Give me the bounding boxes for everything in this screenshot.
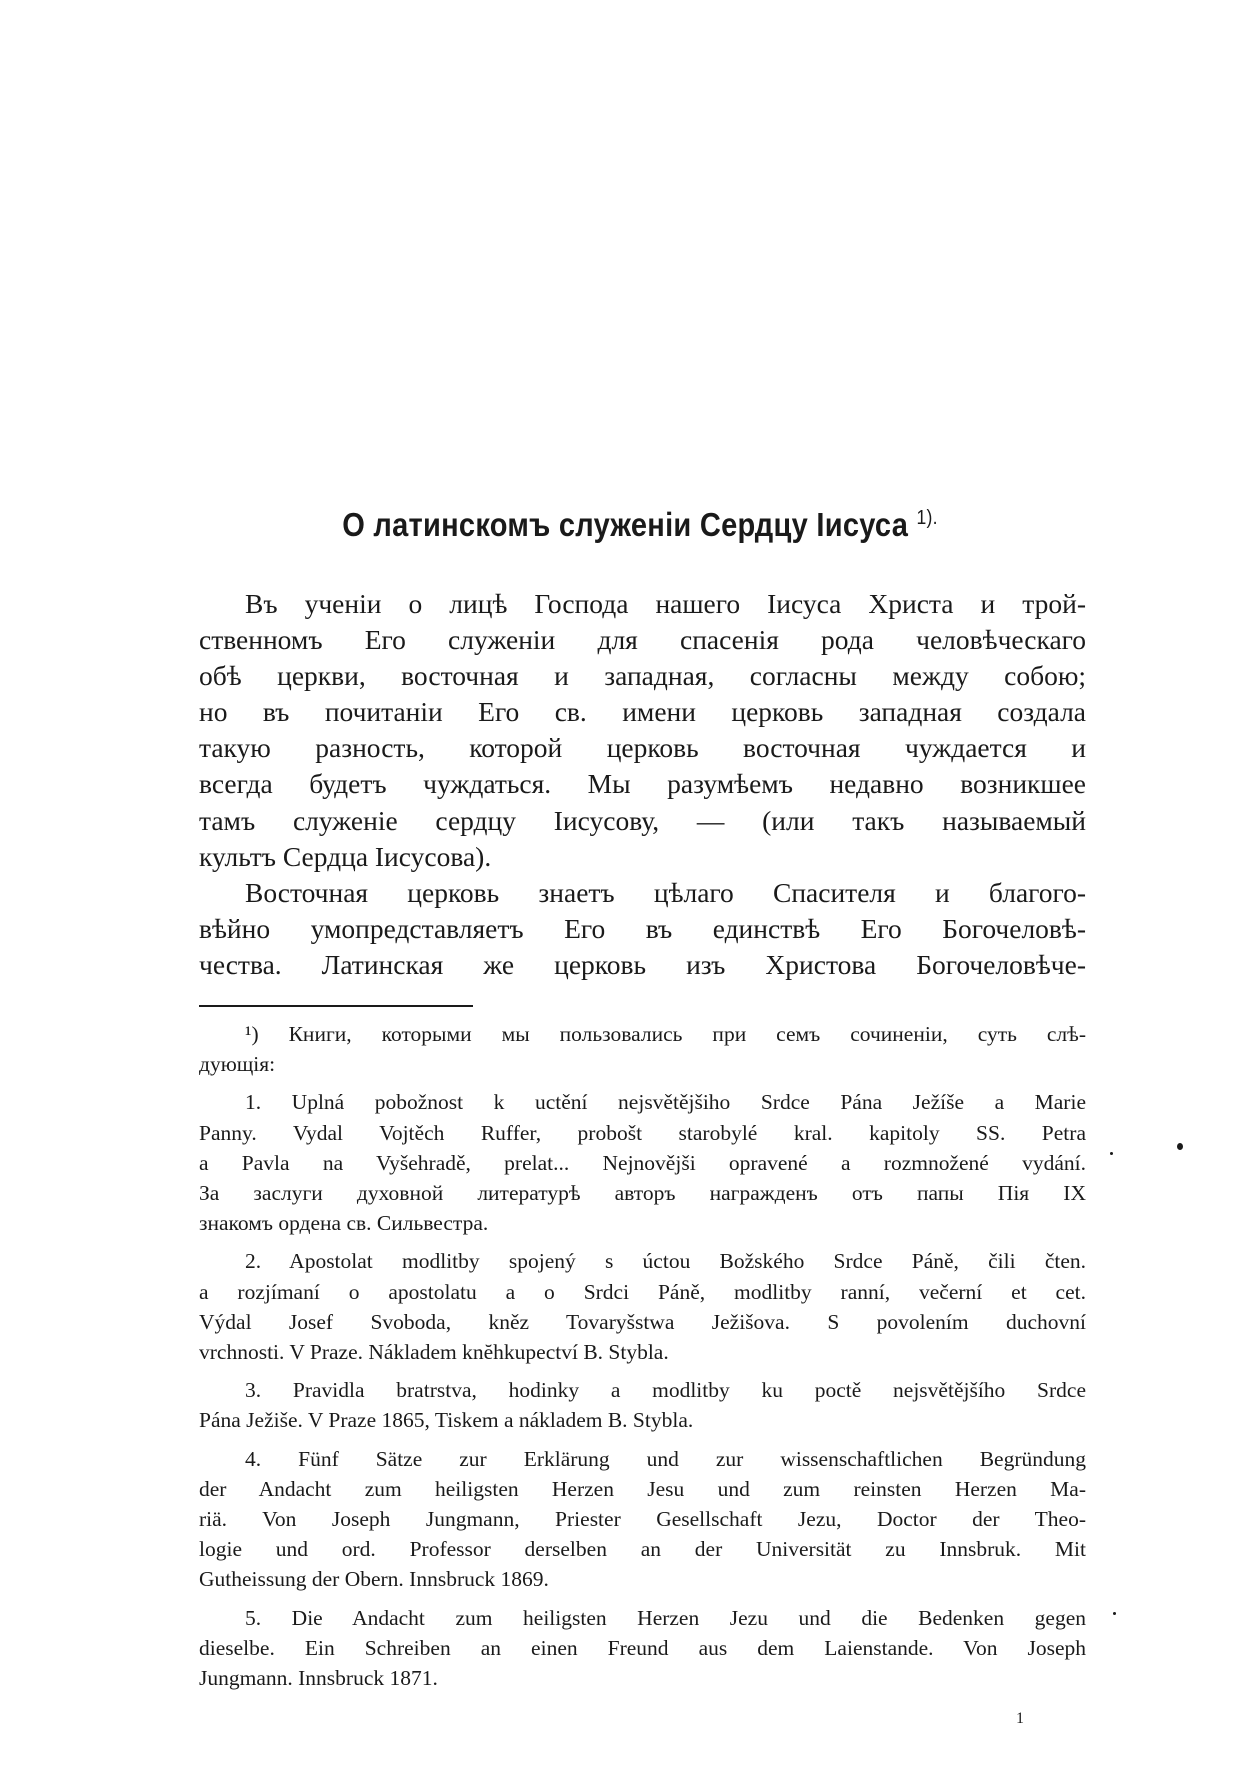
- footnote-line: der Andacht zum heiligsten Herzen Jesu und zum reinsten Herzen Ma-: [199, 1476, 1086, 1501]
- footnote-gap: [199, 1367, 1086, 1375]
- text-line: обѣ церкви, восточная и западная, согласны между собою;: [199, 660, 1086, 692]
- text-line: чества. Латинская же церковь изъ Христова Богочеловѣче-: [199, 948, 1086, 980]
- footnote-gap: [199, 1238, 1086, 1246]
- footnote-line: знакомъ ордена св. Сильвестра.: [199, 1211, 489, 1236]
- footnote-line: a Pavla na Vyšehradě, prelat... Nejnovějši opravené a rozmnožené vydání.: [199, 1150, 1086, 1175]
- footnote-line: dieselbe. Ein Schreiben an einen Freund aus dem Laienstande. Von Joseph: [199, 1635, 1086, 1660]
- footnote-line: ¹) Книги, которыми мы пользовались при семъ сочиненіи, суть слѣ-: [245, 1022, 1086, 1046]
- footnote-line: Jungmann. Innsbruck 1871.: [199, 1666, 438, 1691]
- text-line: культъ Сердца Іисусова).: [199, 840, 492, 872]
- page-number: 1: [1016, 1710, 1024, 1727]
- print-speck: [1177, 1143, 1183, 1150]
- footnote-line: logie und ord. Professor derselben an der Universität zu Innsbruk. Mit: [199, 1537, 1086, 1562]
- text-line: ственномъ Его служеніи для спасенія рода человѣческаго: [199, 624, 1086, 656]
- chapter-title: [253, 506, 1027, 544]
- text-line: Въ ученіи о лицѣ Господа нашего Іисуса Христа и трой-: [245, 588, 1086, 619]
- footnote-line: a rozjímaní o apostolatu a o Srdci Páně, modlitby ranní, večerní et cet.: [199, 1279, 1086, 1304]
- text-line: Восточная церковь знаетъ цѣлаго Спасителя и благого-: [245, 876, 1086, 908]
- main-text: [199, 586, 1086, 983]
- footnote-line: Panny. Vydal Vojtěch Ruffer, probošt starobylé kral. kapitoly SS. Petra: [199, 1120, 1086, 1145]
- chapter-title-text: О латинскомъ служеніи Сердцу Іисуса: [342, 506, 909, 543]
- print-speck: [1110, 1152, 1113, 1155]
- footnote-gap: [199, 1436, 1086, 1444]
- footnote-line: Výdal Josef Svoboda, kněz Tovaryšstwa Ježišova. S povolením duchovní: [199, 1309, 1086, 1334]
- footnotes: [199, 1019, 1086, 1693]
- text-line: тамъ служеніе сердцу Іисусову, — (или такъ называемый: [199, 804, 1086, 836]
- text-line: такую разность, которой церковь восточная чуждается и: [199, 732, 1086, 764]
- footnote-gap: [199, 1079, 1086, 1087]
- footnote-line: 1. Uplná pobožnost k uctění nejsvětějšiho Srdce Pána Ježíše a Marie: [245, 1090, 1086, 1115]
- footnote-line: vrchnosti. V Praze. Nákladem knĕhkupectví B. Stybla.: [199, 1340, 669, 1365]
- footnote-line: 4. Fünf Sätze zur Erklärung und zur wissenschaftlichen Begründung: [245, 1446, 1086, 1471]
- print-speck: [1113, 1612, 1116, 1615]
- footnote-line: Pána Ježiše. V Praze 1865, Tiskem a nákladem B. Stybla.: [199, 1408, 694, 1433]
- footnote-line: 5. Die Andacht zum heiligsten Herzen Jezu und die Bedenken gegen: [245, 1605, 1086, 1630]
- footnote-line: 3. Pravidla bratrstva, hodinky a modlitby ku poctě nejsvětějšího Srdce: [245, 1378, 1086, 1403]
- footnote-line: 2. Apostolat modlitby spojený s úctou Božského Srdce Páně, čili čten.: [245, 1249, 1086, 1274]
- title-footnote-ref: 1).: [916, 507, 938, 529]
- text-line: вѣйно умопредставляетъ Его въ единствѣ Его Богочеловѣ-: [199, 912, 1086, 944]
- text-line: но въ почитаніи Его св. имени церковь западная создала: [199, 696, 1086, 728]
- footnote-line: дующія:: [199, 1052, 276, 1077]
- footnote-line: За заслуги духовной литературѣ авторъ награжденъ отъ папы Пія IX: [199, 1181, 1086, 1206]
- footnote-divider: [199, 1005, 473, 1007]
- footnote-line: riä. Von Joseph Jungmann, Priester Gesellschaft Jezu, Doctor der Theo-: [199, 1507, 1086, 1532]
- text-line: всегда будетъ чуждаться. Мы разумѣемъ недавно возникшее: [199, 768, 1086, 800]
- footnote-gap: [199, 1595, 1086, 1603]
- footnote-line: Gutheissung der Obern. Innsbruck 1869.: [199, 1567, 549, 1592]
